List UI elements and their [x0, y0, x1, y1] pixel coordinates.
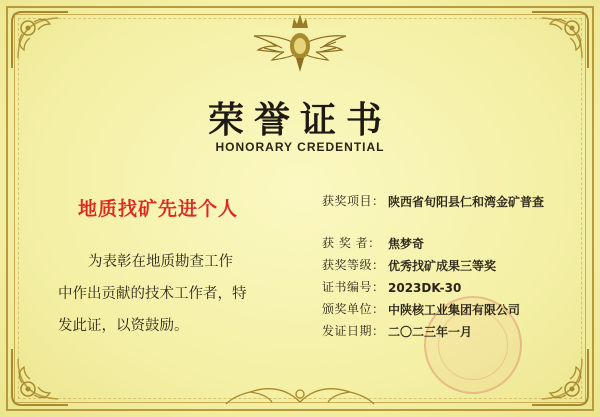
- detail-value: 中陕核工业集团有限公司: [388, 303, 521, 317]
- commendation-line: 中作出贡献的技术工作者，特: [58, 286, 247, 302]
- commendation-line: 发此证，以资鼓励。: [58, 318, 189, 334]
- detail-row-project: [322, 192, 562, 234]
- detail-label: 颁奖单位：: [322, 302, 385, 316]
- detail-value: 优秀找矿成果三等奖: [388, 259, 497, 273]
- corner-ornament-icon: [8, 345, 72, 409]
- detail-value: 焦梦奇: [388, 237, 425, 251]
- bottom-ornament-icon: [220, 372, 380, 408]
- certificate-subtitle: HONORARY CREDENTIAL: [215, 140, 385, 154]
- detail-value: 二〇二三年一月: [388, 325, 473, 339]
- detail-label: 获奖项目：: [322, 194, 385, 208]
- crown-eagle-emblem-icon: [250, 6, 350, 76]
- detail-label: 获奖等级：: [322, 258, 385, 272]
- detail-row-number: [322, 278, 562, 300]
- detail-value: 2023DK-30: [388, 281, 462, 295]
- corner-ornament-icon: [528, 345, 592, 409]
- certificate-title: 荣誉证书: [207, 99, 392, 141]
- detail-row-issuer: [322, 300, 562, 322]
- detail-row-date: [322, 322, 562, 344]
- detail-label: 获 奖 者：: [322, 236, 381, 250]
- corner-ornament-icon: [8, 8, 72, 72]
- corner-ornament-icon: [528, 8, 592, 72]
- commendation-line: 为表彰在地质勘查工作: [88, 254, 233, 270]
- detail-row-recipient: [322, 234, 562, 256]
- detail-value: 陕西省旬阳县仁和湾金矿普查: [388, 195, 545, 209]
- detail-label: 证书编号：: [322, 280, 385, 294]
- detail-label: 发证日期：: [322, 324, 385, 338]
- award-title: 地质找矿先进个人: [78, 198, 239, 220]
- detail-row-level: [322, 256, 562, 278]
- award-details: [322, 192, 562, 344]
- commendation-text: [58, 246, 298, 342]
